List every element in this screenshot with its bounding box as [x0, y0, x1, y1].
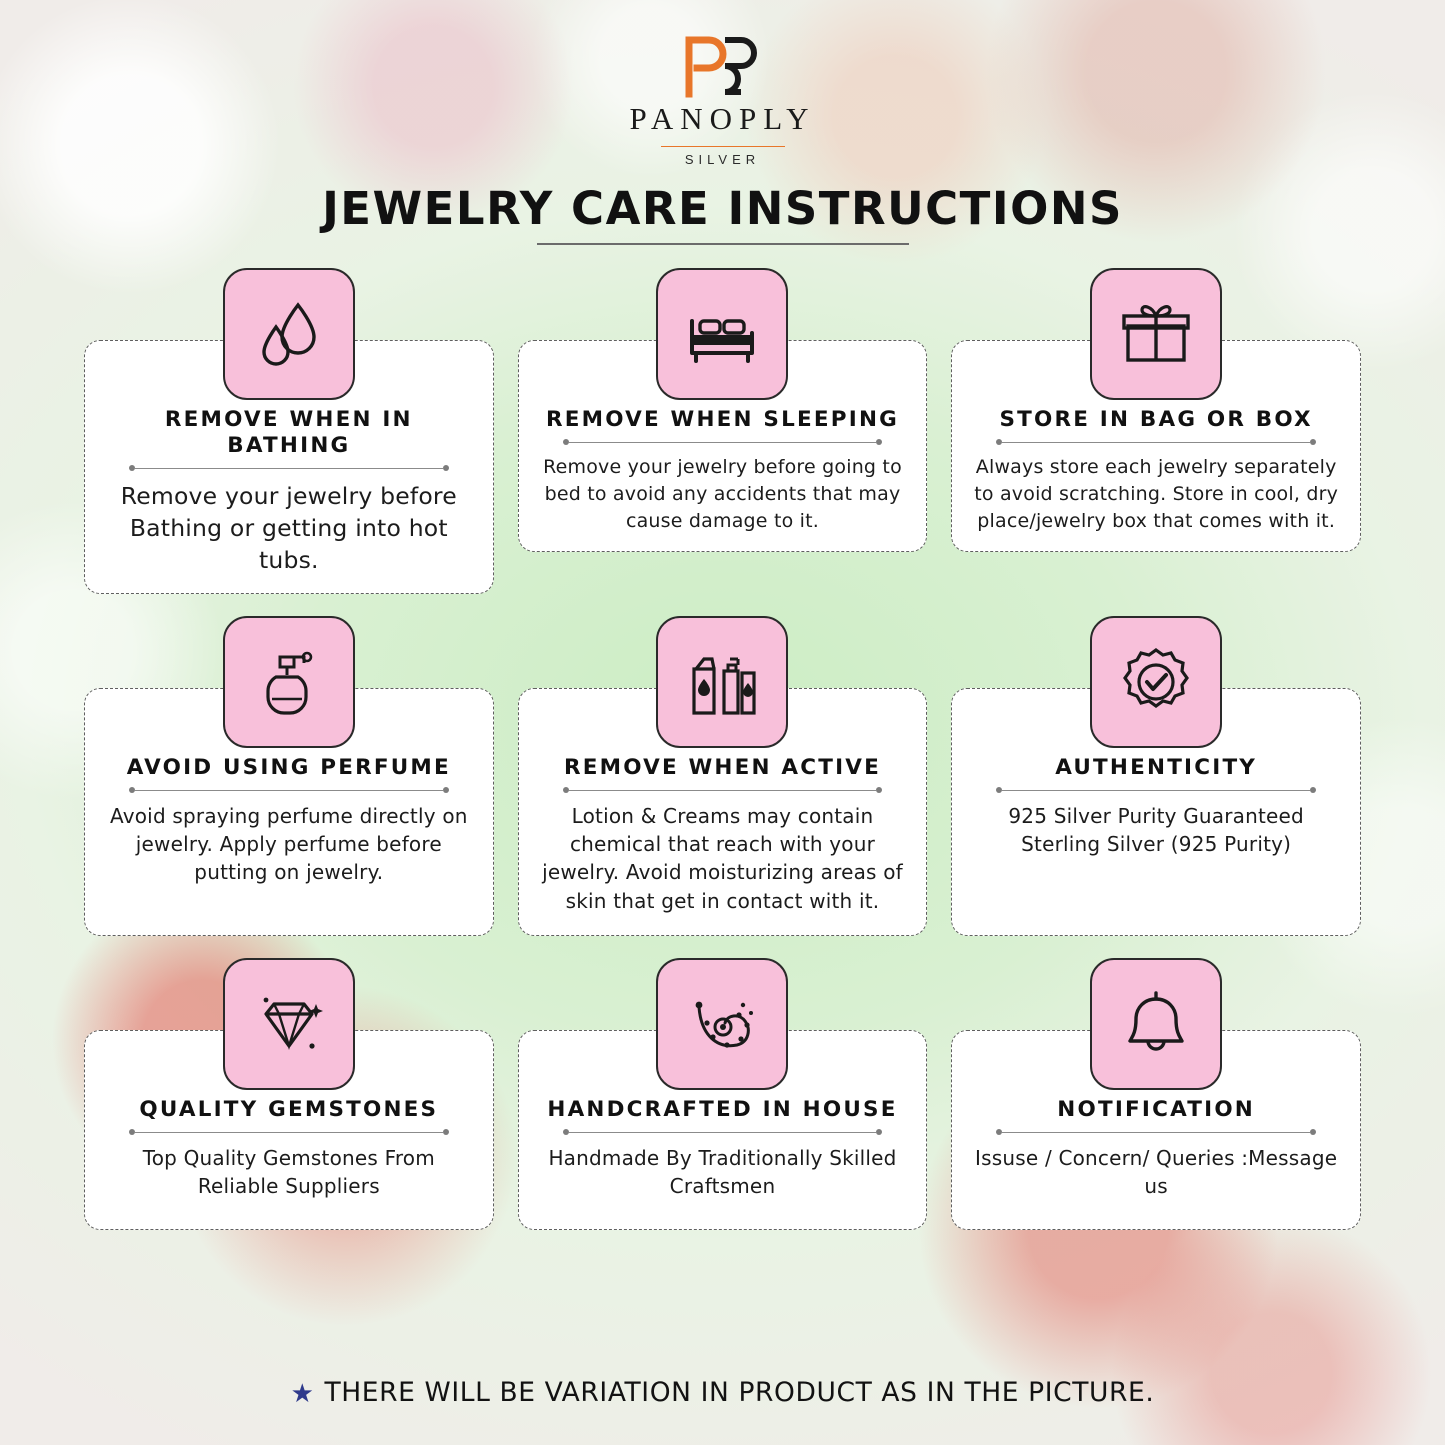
diamond-icon: [223, 958, 355, 1090]
card-title: STORE IN BAG OR BOX: [999, 407, 1313, 432]
card-body: Issuse / Concern/ Queries :Message us: [975, 1145, 1338, 1199]
card-body: Handmade By Traditionally Skilled Craftsmen: [548, 1145, 897, 1199]
card-title: AVOID USING PERFUME: [126, 754, 451, 780]
care-card-cell: [84, 616, 494, 936]
bell-icon: [1090, 958, 1222, 1090]
card-title: AUTHENTICITY: [1055, 754, 1258, 780]
care-card-cell: [84, 268, 494, 594]
title-underline: [537, 243, 909, 245]
handcrafted-necklace-icon: [656, 958, 788, 1090]
care-card-cell: [951, 616, 1361, 936]
card-separator: [563, 1129, 883, 1136]
card-title: QUALITY GEMSTONES: [139, 1096, 439, 1122]
card-body: Lotion & Creams may contain chemical that reach with your jewelry. Avoid moisturizing areas of skin that get in contact with it.: [542, 803, 903, 913]
lotion-tubes-icon: [656, 616, 788, 748]
card-separator: [129, 1129, 449, 1136]
card-body: Always store each jewelry separately to avoid scratching. Store in cool, dry place/jewelry box that comes with it.: [974, 455, 1339, 532]
card-separator: [996, 439, 1316, 446]
verified-badge-icon: [1090, 616, 1222, 748]
care-card-cell: [84, 958, 494, 1230]
card-separator: [996, 1129, 1316, 1136]
brand-logo: [0, 34, 1445, 167]
page-title: JEWELRY CARE INSTRUCTIONS: [322, 182, 1123, 235]
gift-box-icon: [1090, 268, 1222, 400]
bed-icon: [656, 268, 788, 400]
card-title: REMOVE WHEN SLEEPING: [546, 407, 899, 432]
card-body: Remove your jewelry before Bathing or getting into hot tubs.: [120, 481, 457, 575]
card-separator: [129, 787, 449, 794]
card-title: NOTIFICATION: [1057, 1096, 1256, 1122]
card-body: 925 Silver Purity Guaranteed Sterling Silver (925 Purity): [1008, 803, 1304, 857]
care-card-cell: [951, 268, 1361, 594]
card-separator: [129, 465, 449, 472]
brand-tagline: SILVER: [684, 152, 761, 168]
brand-divider: [661, 146, 785, 147]
footer-text: THERE WILL BE VARIATION IN PRODUCT AS IN THE PICTURE.: [324, 1377, 1155, 1408]
care-card-cell: [518, 958, 928, 1230]
brand-name: PANOPLY: [629, 101, 816, 136]
water-drops-icon: [223, 268, 355, 400]
card-separator: [563, 787, 883, 794]
star-icon: ★: [290, 1379, 315, 1409]
footer-note: [0, 1377, 1445, 1409]
card-title: REMOVE WHEN ACTIVE: [563, 754, 882, 780]
care-card-cell: [518, 268, 928, 594]
panoply-monogram-icon: [0, 34, 1445, 105]
card-title: HANDCRAFTED IN HOUSE: [547, 1096, 898, 1122]
card-separator: [996, 787, 1316, 794]
care-card-cell: [951, 958, 1361, 1230]
card-title: REMOVE WHEN IN BATHING: [164, 407, 413, 458]
card-body: Avoid spraying perfume directly on jewelry. Apply perfume before putting on jewelry.: [110, 803, 468, 885]
card-separator: [563, 439, 883, 446]
card-body: Top Quality Gemstones From Reliable Suppliers: [142, 1145, 435, 1199]
care-card-cell: [518, 616, 928, 936]
perfume-bottle-icon: [223, 616, 355, 748]
care-instruction-grid: [84, 268, 1361, 1230]
card-body: Remove your jewelry before going to bed to avoid any accidents that may cause damage to it.: [543, 455, 902, 532]
